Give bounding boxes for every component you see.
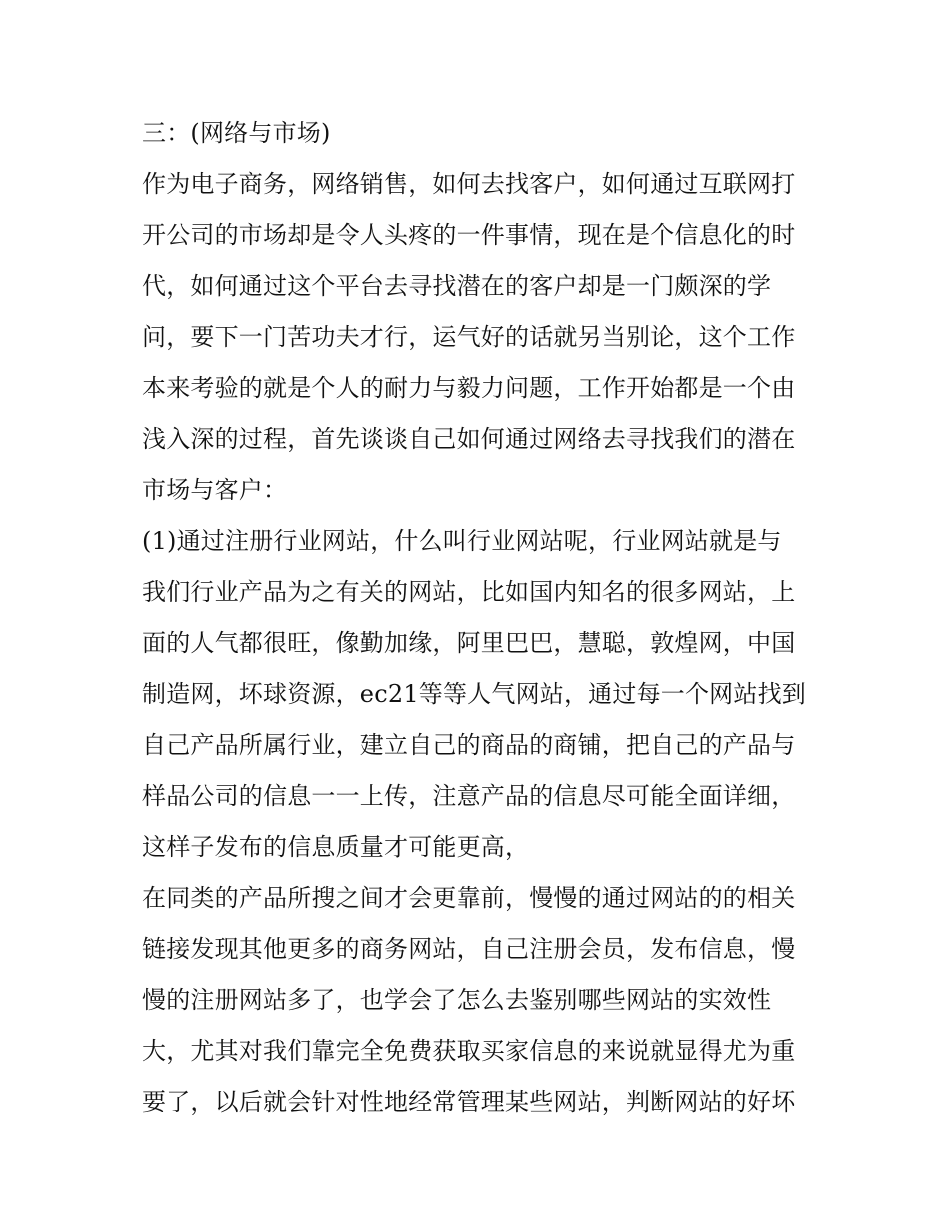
document-body: [142, 108, 822, 1128]
text-line: 样品公司的信息一一上传，注意产品的信息尽可能全面详细，: [142, 782, 796, 810]
text-line: 要了，以后就会针对性地经常管理某些网站，判断网站的好坏: [142, 1088, 796, 1116]
section-heading: 三：(网络与市场): [142, 119, 331, 147]
text-line: 这样子发布的信息质量才可能更高，: [142, 833, 530, 861]
text-line: (1)通过注册行业网站，什么叫行业网站呢，行业网站就是与: [142, 527, 782, 555]
text-line: 面的人气都很旺，像勤加缘，阿里巴巴，慧聪，敦煌网，中国: [142, 629, 796, 657]
text-line: 开公司的市场却是令人头疼的一件事情，现在是个信息化的时: [142, 221, 796, 249]
text-line: 市场与客户：: [142, 476, 288, 504]
text-line: 问，要下一门苦功夫才行，运气好的话就另当别论，这个工作: [142, 323, 796, 351]
text-line: 作为电子商务，网络销售，如何去找客户，如何通过互联网打: [142, 170, 796, 198]
text-line: 大，尤其对我们靠完全免费获取买家信息的来说就显得尤为重: [142, 1037, 796, 1065]
text-line: 我们行业产品为之有关的网站，比如国内知名的很多网站，上: [142, 578, 796, 606]
text-line: 在同类的产品所搜之间才会更靠前，慢慢的通过网站的的相关: [142, 884, 796, 912]
text-line: 本来考验的就是个人的耐力与毅力问题，工作开始都是一个由: [142, 374, 796, 402]
text-line: 制造网，坏球资源，ec21等等人气网站，通过每一个网站找到: [142, 680, 806, 708]
text-line: 慢的注册网站多了，也学会了怎么去鉴别哪些网站的实效性: [142, 986, 772, 1014]
text-line: 自己产品所属行业，建立自己的商品的商铺，把自己的产品与: [142, 731, 796, 759]
text-line: 代，如何通过这个平台去寻找潜在的客户却是一门颇深的学: [142, 272, 772, 300]
text-line: 链接发现其他更多的商务网站，自己注册会员，发布信息，慢: [142, 935, 796, 963]
text-line: 浅入深的过程，首先谈谈自己如何通过网络去寻找我们的潜在: [142, 425, 796, 453]
